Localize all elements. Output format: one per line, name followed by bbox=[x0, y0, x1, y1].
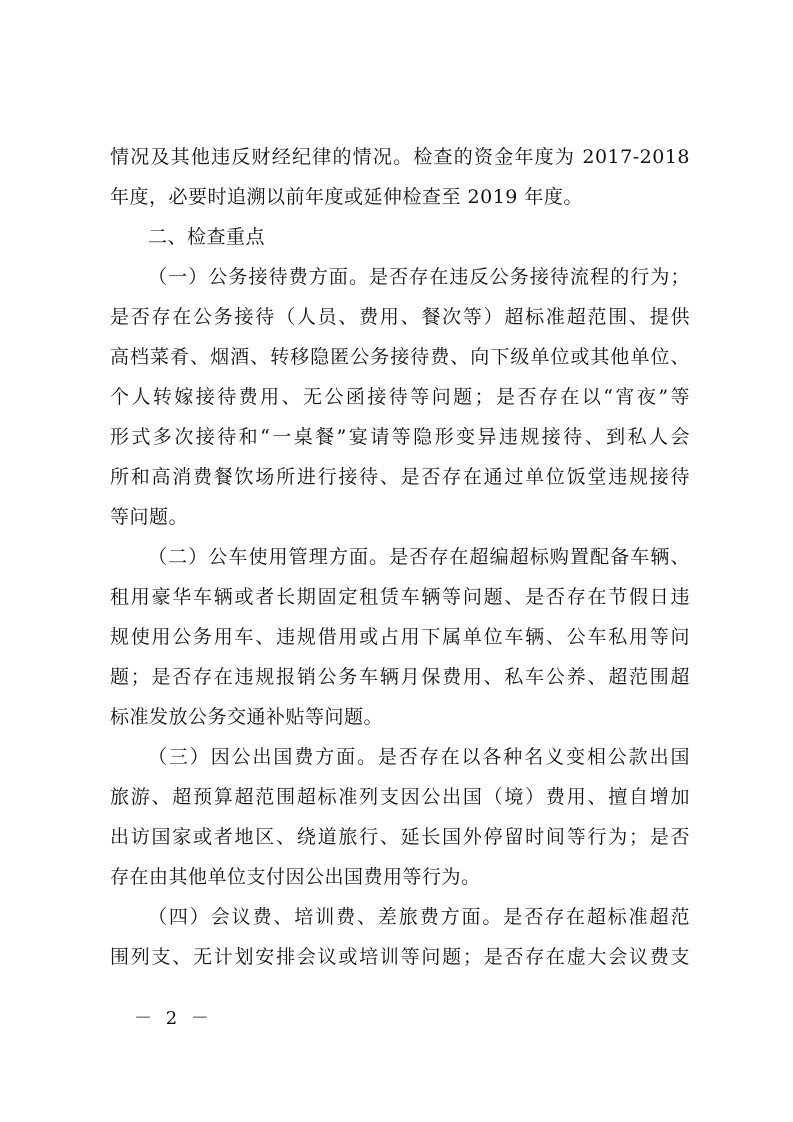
text-line: 题；是否存在违规报销公务车辆月保费用、私车公养、超范围超 bbox=[110, 666, 690, 688]
text-line: （四）会议费、培训费、差旅费方面。是否存在超标准超范 bbox=[148, 906, 690, 928]
text-line: （三）因公出国费方面。是否存在以各种名义变相公款出国 bbox=[148, 746, 690, 768]
text-line: 租用豪华车辆或者长期固定租赁车辆等问题、是否存在节假日违 bbox=[110, 586, 690, 608]
section-heading: 二、检查重点 bbox=[148, 226, 266, 248]
text-line: （一）公务接待费方面。是否存在违反公务接待流程的行为； bbox=[148, 266, 690, 288]
page-number: － 2 － bbox=[134, 1008, 213, 1029]
text-line: 个人转嫁接待费用、无公函接待等问题；是否存在以“宵夜”等 bbox=[110, 386, 690, 408]
text-line: 高档菜肴、烟酒、转移隐匿公务接待费、向下级单位或其他单位、 bbox=[110, 346, 690, 368]
text-line: 旅游、超预算超范围超标准列支因公出国（境）费用、擅自增加 bbox=[110, 786, 690, 808]
text-line: 是否存在公务接待（人员、费用、餐次等）超标准超范围、提供 bbox=[110, 306, 690, 328]
text-line: 所和高消费餐饮场所进行接待、是否存在通过单位饭堂违规接待 bbox=[110, 466, 690, 488]
text-line: 出访国家或者地区、绕道旅行、延长国外停留时间等行为；是否 bbox=[110, 826, 690, 848]
text-line: 年度，必要时追溯以前年度或延伸检查至 2019 年度。 bbox=[110, 186, 583, 208]
document-body bbox=[110, 137, 690, 977]
text-line: 形式多次接待和“一桌餐”宴请等隐形变异违规接待、到私人会 bbox=[110, 426, 690, 448]
text-line: 存在由其他单位支付因公出国费用等行为。 bbox=[110, 866, 481, 888]
text-line: 情况及其他违反财经纪律的情况。检查的资金年度为 2017-2018 bbox=[110, 146, 690, 168]
text-line: （二）公车使用管理方面。是否存在超编超标购置配备车辆、 bbox=[148, 546, 690, 568]
text-line: 等问题。 bbox=[110, 506, 189, 528]
text-line: 标准发放公务交通补贴等问题。 bbox=[110, 706, 384, 728]
text-line: 规使用公务用车、违规借用或占用下属单位车辆、公车私用等问 bbox=[110, 626, 690, 648]
text-line: 围列支、无计划安排会议或培训等问题；是否存在虚大会议费支 bbox=[110, 946, 690, 968]
